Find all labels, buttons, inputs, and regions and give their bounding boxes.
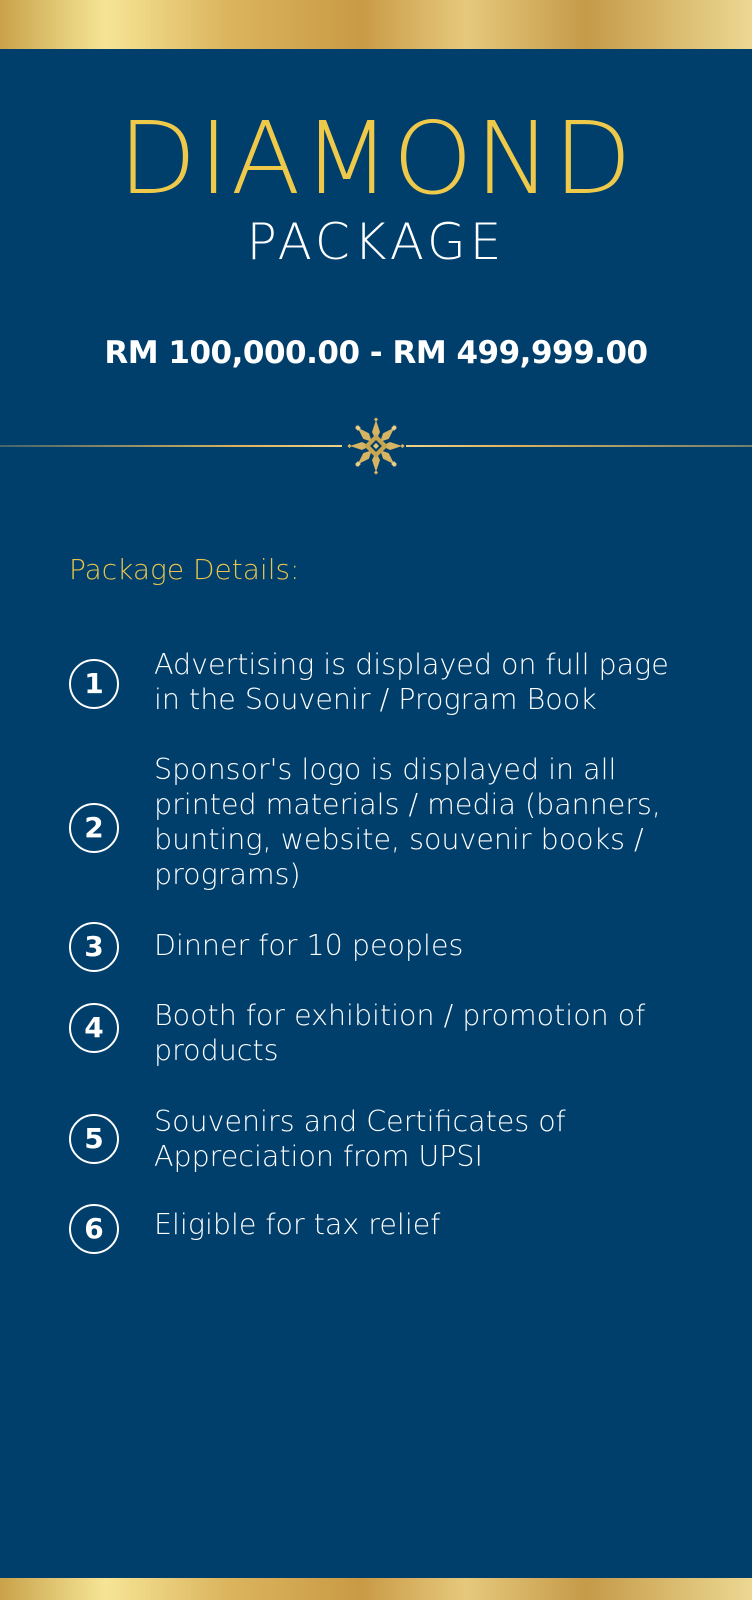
item-text: Dinner for 10 peoples: [154, 929, 464, 962]
list-item: [69, 998, 709, 1073]
package-subtitle: PACKAGE: [246, 213, 506, 271]
package-details-heading: Package Details:: [69, 553, 300, 586]
divider-line-right: [406, 445, 752, 447]
top-gold-bar: [0, 0, 752, 49]
package-title: DIAMOND: [118, 100, 634, 217]
list-item: [69, 752, 709, 892]
bottom-gold-bar: [0, 1578, 752, 1600]
item-number-badge: 4: [69, 1003, 119, 1053]
ornament-divider: [0, 410, 752, 482]
item-text: Souvenirs and Certificates of Appreciation from UPSI: [154, 1105, 566, 1173]
list-item: [69, 928, 709, 978]
item-number-badge: 1: [69, 659, 119, 709]
item-number-badge: 6: [69, 1204, 119, 1254]
item-text: Eligible for tax relief: [154, 1208, 441, 1241]
price-range: RM 100,000.00 - RM 499,999.00: [104, 335, 648, 371]
item-number-badge: 3: [69, 922, 119, 972]
item-number-badge: 2: [69, 803, 119, 853]
list-item: [69, 1104, 709, 1179]
item-text: Advertising is displayed on full page in the Souvenir / Program Book: [154, 648, 669, 716]
divider-line-left: [0, 445, 342, 447]
list-item: [69, 647, 709, 722]
item-text: Sponsor's logo is displayed in all printed materials / media (banners, bunting, website, souvenir books / programs): [154, 753, 661, 891]
list-item: [69, 1207, 709, 1257]
item-text: Booth for exhibition / promotion of products: [154, 999, 646, 1067]
item-number-badge: 5: [69, 1114, 119, 1164]
star-ornament-icon: [346, 416, 406, 476]
